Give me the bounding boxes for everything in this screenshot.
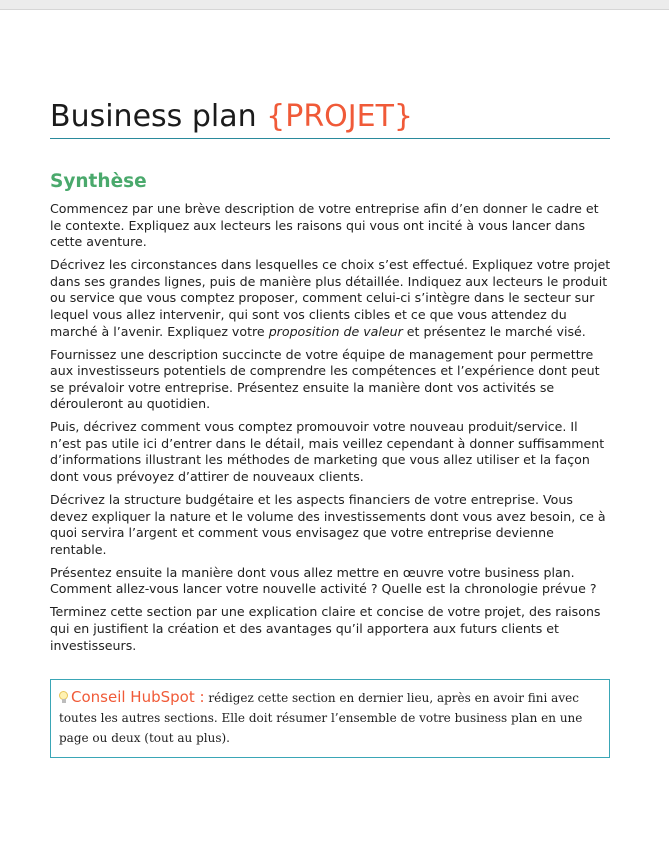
hubspot-tip-box xyxy=(50,679,610,758)
section-body xyxy=(50,201,612,661)
paragraph-7: Terminez cette section par une explication claire et concise de votre projet, des raisons qui en justifient la création et des avantages qu’il apportera aux futurs clients et investisseurs. xyxy=(50,604,601,653)
section-heading-synthese: Synthèse xyxy=(50,171,147,192)
tip-label: Conseil HubSpot : xyxy=(71,688,205,706)
paragraph-2-text-start: Décrivez les circonstances dans lesquelles ce choix s’est effectué. Expliquez votre projet dans ses grandes lignes, puis de manière plus détaillée. Indiquez aux lecteurs le produit ou service que vous comptez proposer, comment celui-ci s’intègre dans le secteur sur lequel vous allez intervenir, qui sont vos clients cibles et ce que vous attendez du marché à l’avenir. Expliquez votre xyxy=(50,257,611,339)
title-placeholder: {PROJET} xyxy=(266,99,413,134)
paragraph-6: Présentez ensuite la manière dont vous allez mettre en œuvre votre business plan. Comment allez-vous lancer votre nouvelle activité ? Quelle est la chronologie prévue ? xyxy=(50,564,597,597)
paragraph-1: Commencez par une brève description de votre entreprise afin d’en donner le cadre et le contexte. Expliquez aux lecteurs les raisons qui vous ont incité à vous lancer dans cette aventure. xyxy=(50,201,599,250)
paragraph-4: Puis, décrivez comment vous comptez promouvoir votre nouveau produit/service. Il n’est pas utile ici d’entrer dans le détail, mais veillez cependant à donner suffisamment d’informations illustrant les méthodes de marketing que vous allez utiliser et la façon dont vous prévoyez d’attirer de nouveaux clients. xyxy=(50,419,605,485)
tip-text: rédigez cette section en dernier lieu, après en avoir fini avec toutes les autres sections. Elle doit résumer l’ensemble de votre business plan en une page ou deux (tout au plus). xyxy=(59,691,583,745)
title-underline xyxy=(50,138,610,139)
paragraph-5: Décrivez la structure budgétaire et les aspects financiers de votre entreprise. Vous devez expliquer la nature et le volume des investissements dont vous avez besoin, ce à quoi servira l’argent et comment vous envisagez que votre entreprise devienne rentable. xyxy=(50,492,606,557)
document-page xyxy=(0,9,669,856)
paragraph-2-text-end: et présentez le marché visé. xyxy=(402,323,586,339)
paragraph-2 xyxy=(50,257,612,340)
paragraph-2-italic: proposition de valeur xyxy=(268,323,403,339)
title-main: Business plan xyxy=(50,99,267,134)
document-title xyxy=(50,98,610,136)
lightbulb-icon xyxy=(59,691,68,703)
paragraph-3: Fournissez une description succincte de votre équipe de management pour permettre aux investisseurs potentiels de comprendre les compétences et l’expérience dont peut se prévaloir votre entreprise. Présentez ensuite la manière dont vos activités se dérouleront au quotidien. xyxy=(50,346,600,412)
